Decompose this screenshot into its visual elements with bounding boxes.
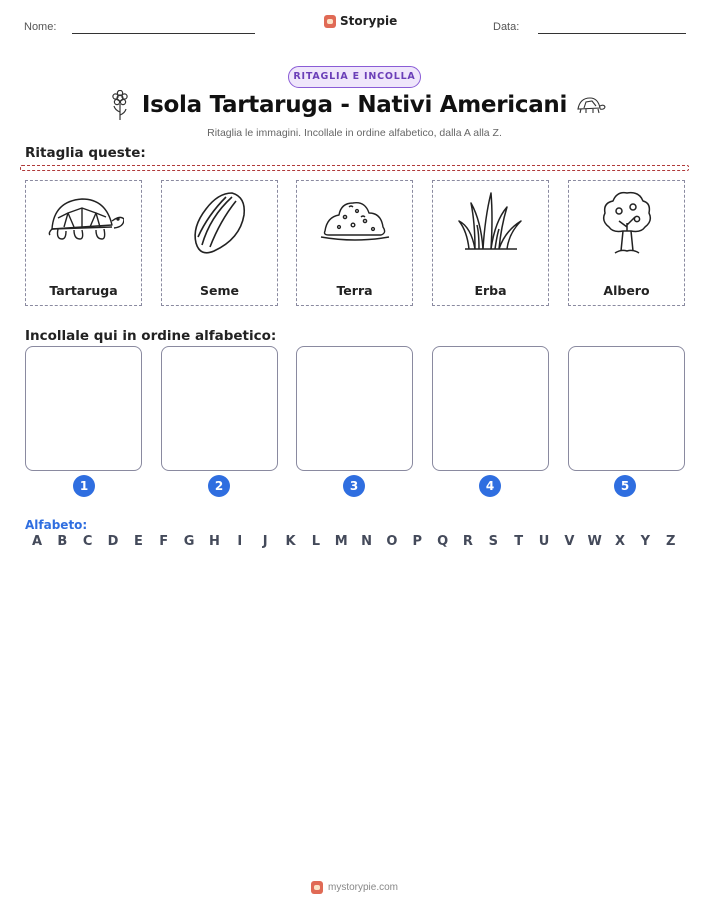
storypie-logo-icon <box>311 881 323 894</box>
slot-number-badge: 1 <box>73 475 95 497</box>
alphabet-letter: V <box>564 534 575 549</box>
brand-name: Storypie <box>340 14 398 28</box>
paste-section-label: Incollale qui in ordine alfabetico: <box>25 328 277 344</box>
card-label: Albero <box>603 283 650 298</box>
alphabet-letter: E <box>133 534 143 549</box>
card-label: Erba <box>474 283 507 298</box>
alphabet-letter: L <box>311 534 320 549</box>
seed-icon <box>180 187 260 259</box>
slot-number-badge: 4 <box>479 475 501 497</box>
paste-slot-2[interactable] <box>161 346 278 471</box>
alphabet-letter: Q <box>437 534 449 549</box>
slot-number-badge: 3 <box>343 475 365 497</box>
alphabet-letter: K <box>285 534 296 549</box>
alphabet-letter: T <box>514 534 524 549</box>
date-field[interactable] <box>538 33 686 34</box>
page-title: Isola Tartaruga - Nativi Americani <box>141 92 568 118</box>
slot-number-badge: 5 <box>614 475 636 497</box>
date-label: Data: <box>493 21 520 33</box>
alphabet-letter: B <box>57 534 68 549</box>
alphabet-letter: I <box>237 534 243 549</box>
cut-card-seme[interactable] <box>161 180 278 306</box>
paste-slot-1[interactable] <box>25 346 142 471</box>
cut-section-label: Ritaglia queste: <box>25 145 146 161</box>
slot-number-badge: 2 <box>208 475 230 497</box>
cut-card-erba[interactable] <box>432 180 549 306</box>
paste-slot-4[interactable] <box>432 346 549 471</box>
alphabet-letter: Y <box>640 534 651 549</box>
cut-line <box>20 165 689 171</box>
cut-card-tartaruga[interactable] <box>25 180 142 306</box>
alphabet-letter: F <box>159 534 169 549</box>
alphabet-letter: W <box>587 534 602 549</box>
alphabet-letter: R <box>462 534 473 549</box>
alphabet-letter: J <box>262 534 268 549</box>
name-label: Nome: <box>24 21 57 33</box>
tree-icon <box>587 187 667 259</box>
soil-icon <box>315 187 395 259</box>
instructions: Ritaglia le immagini. Incollale in ordine alfabetico, dalla A alla Z. <box>207 127 502 139</box>
alphabet-label: Alfabeto: <box>25 518 88 532</box>
alphabet-letter: C <box>82 534 93 549</box>
alphabet-letter: O <box>386 534 398 549</box>
alphabet-letter: M <box>334 534 348 549</box>
alphabet-letter: X <box>615 534 626 549</box>
name-field[interactable] <box>72 33 255 34</box>
alphabet-letter: Z <box>666 534 676 549</box>
paste-slot-5[interactable] <box>568 346 685 471</box>
alphabet-letter: G <box>183 534 195 549</box>
card-label: Tartaruga <box>49 283 118 298</box>
alphabet-letter: N <box>361 534 372 549</box>
alphabet-letter: P <box>412 534 423 549</box>
activity-badge: RITAGLIA E INCOLLA <box>288 66 421 88</box>
alphabet-letter: H <box>208 534 220 549</box>
turtle-icon <box>44 187 124 259</box>
alphabet-letter: A <box>31 534 43 549</box>
card-label: Terra <box>336 283 373 298</box>
grass-icon <box>451 187 531 259</box>
cut-card-albero[interactable] <box>568 180 685 306</box>
paste-slot-3[interactable] <box>296 346 413 471</box>
footer-url[interactable]: mystorypie.com <box>327 882 398 893</box>
card-label: Seme <box>200 283 239 298</box>
storypie-logo-icon <box>324 15 336 28</box>
turtle-icon <box>574 94 606 116</box>
alphabet-letter: S <box>488 534 498 549</box>
footer <box>0 881 709 894</box>
alphabet-letter: D <box>107 534 119 549</box>
brand-logo <box>324 14 397 28</box>
alphabet-letter: U <box>538 534 550 549</box>
cut-card-terra[interactable] <box>296 180 413 306</box>
